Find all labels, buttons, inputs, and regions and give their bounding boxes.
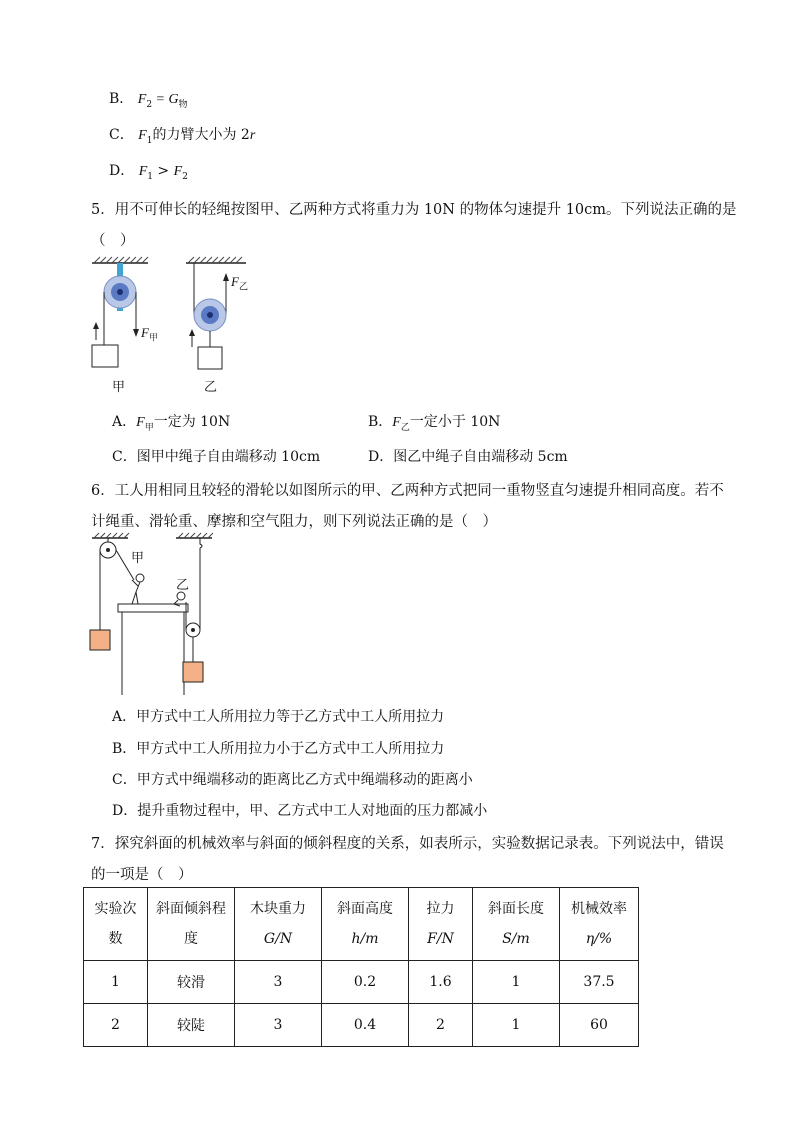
q6-option-c: C．甲方式中绳端移动的距离比乙方式中绳端移动的距离小 xyxy=(112,772,473,788)
table-cell: 较滑 xyxy=(148,961,235,1004)
table-header-cell: 斜面长度 S/m xyxy=(473,888,560,961)
table-cell: 3 xyxy=(235,961,322,1004)
table-cell: 3 xyxy=(235,1004,322,1047)
table-cell: 1 xyxy=(473,961,560,1004)
table-row xyxy=(84,1004,639,1047)
q5-option-c: C．图甲中绳子自由端移动 10cm xyxy=(112,449,321,465)
table-header-cell: 斜面高度 h/m xyxy=(322,888,409,961)
table-cell: 60 xyxy=(560,1004,639,1047)
table-cell: 0.4 xyxy=(322,1004,409,1047)
table-header-row xyxy=(84,888,639,961)
q7-stem-line2: 的一项是（ ） xyxy=(91,867,193,883)
q6-caption-jia: 甲 xyxy=(131,551,145,566)
table-header-cell: 机械效率 η/% xyxy=(560,888,639,961)
table-cell: 2 xyxy=(84,1004,148,1047)
q5-caption-yi: 乙 xyxy=(204,380,218,395)
table-cell: 1 xyxy=(473,1004,560,1047)
q5-option-b: B．$F_乙$一定小于 10N xyxy=(368,414,501,433)
table-cell: 37.5 xyxy=(560,961,639,1004)
q5-option-d: D．图乙中绳子自由端移动 5cm xyxy=(368,449,568,465)
q6-caption-yi: 乙 xyxy=(176,578,190,593)
q5-label-f-yi: $F_乙$ xyxy=(231,274,248,293)
table-cell: 2 xyxy=(409,1004,473,1047)
q6-option-d: D．提升重物过程中，甲、乙方式中工人对地面的压力都减小 xyxy=(112,803,488,819)
table-header-cell: 实验次 数 xyxy=(84,888,148,961)
table-row xyxy=(84,961,639,1004)
table-header-cell: 斜面倾斜程 度 xyxy=(148,888,235,961)
q4-option-c: C． $F_1$的力臂大小为 2r xyxy=(109,127,256,146)
q6-stem-line2: 计绳重、滑轮重、摩擦和空气阻力，则下列说法正确的是（ ） xyxy=(91,514,497,530)
q5-option-a: A．$F_甲$一定为 10N xyxy=(112,414,231,433)
q4-option-b: B． $F_2 = G_物$ xyxy=(109,91,188,110)
table-cell: 1 xyxy=(84,961,148,1004)
q5-stem-line1: 5．用不可伸长的轻绳按图甲、乙两种方式将重力为 10N 的物体匀速提升 10cm。下列说法正确的是 xyxy=(91,202,737,218)
table-cell: 0.2 xyxy=(322,961,409,1004)
table-header-cell: 木块重力 G/N xyxy=(235,888,322,961)
q4-option-d: D． $F_1 > F_2$ xyxy=(109,163,188,182)
q7-stem-line1: 7．探究斜面的机械效率与斜面的倾斜程度的关系，如表所示，实验数据记录表。下列说法中，错误 xyxy=(91,836,724,852)
table-cell: 1.6 xyxy=(409,961,473,1004)
table-cell: 较陡 xyxy=(148,1004,235,1047)
q6-stem-line1: 6．工人用相同且较轻的滑轮以如图所示的甲、乙两种方式把同一重物竖直匀速提升相同高度。若不 xyxy=(91,483,724,499)
q6-option-b: B．甲方式中工人所用拉力小于乙方式中工人所用拉力 xyxy=(112,741,445,757)
q6-option-a: A．甲方式中工人所用拉力等于乙方式中工人所用拉力 xyxy=(112,709,445,725)
table-header-cell: 拉力 F/N xyxy=(409,888,473,961)
q5-label-f-jia: $F_甲$ xyxy=(141,325,158,344)
q5-stem-line2: （ ） xyxy=(91,233,135,249)
q6-worker-pulley-figure xyxy=(88,530,238,700)
q7-data-table xyxy=(83,887,639,1047)
q5-caption-jia: 甲 xyxy=(112,380,126,395)
